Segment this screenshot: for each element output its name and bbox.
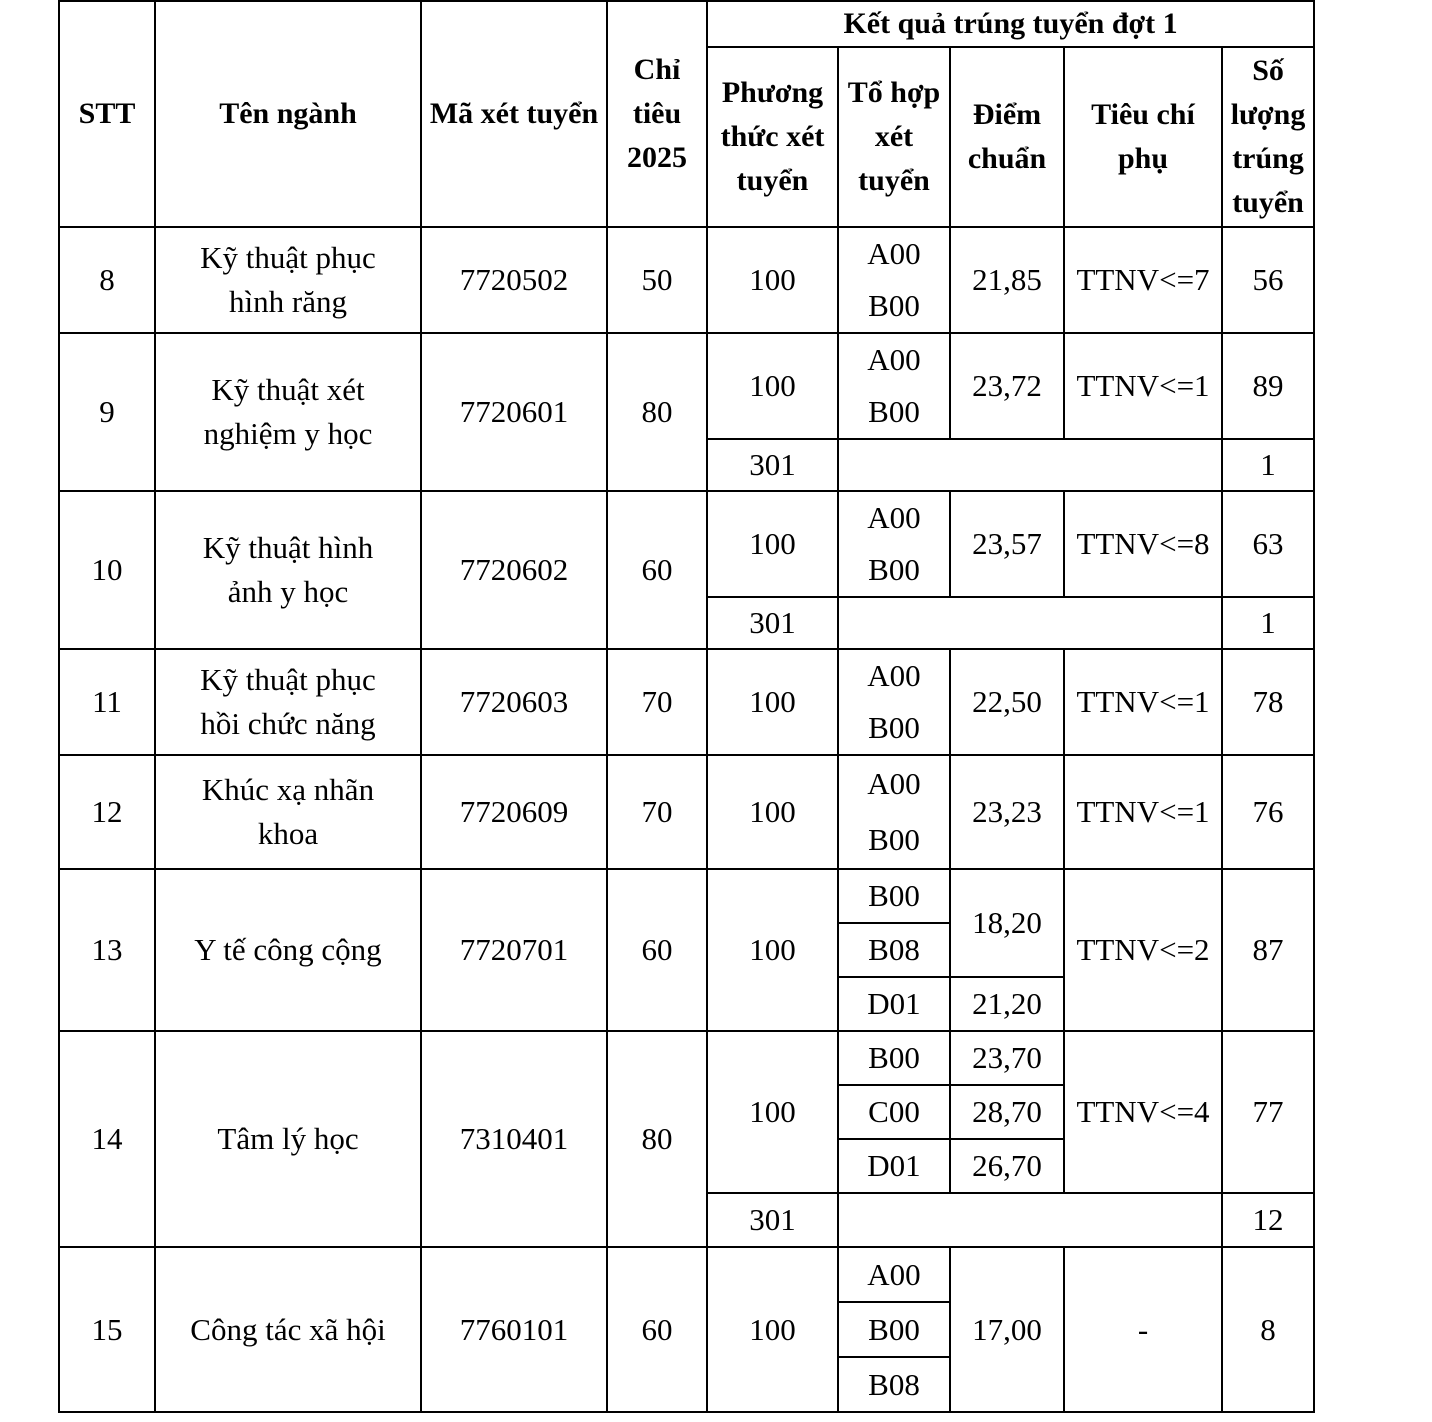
cell-to-hop: B00 (838, 544, 950, 597)
cell-ten-nganh: Kỹ thuật hình ảnh y học (155, 491, 421, 649)
cell-ten-nganh: Y tế công cộng (155, 869, 421, 1031)
cell-to-hop: A00 (838, 333, 950, 386)
cell-to-hop: B00 (838, 386, 950, 439)
cell-diem-chuan: 23,23 (950, 755, 1064, 869)
cell-diem-chuan: 21,20 (950, 977, 1064, 1031)
cell-tieu-chi: TTNV<=1 (1064, 333, 1222, 439)
cell-ma-xet-tuyen: 7720603 (421, 649, 607, 755)
cell-empty (838, 597, 1222, 649)
cell-diem-chuan: 26,70 (950, 1139, 1064, 1193)
cell-phuong-thuc: 301 (707, 1193, 838, 1247)
cell-phuong-thuc: 301 (707, 597, 838, 649)
cell-chi-tieu: 70 (607, 649, 707, 755)
header-group-ket-qua: Kết quả trúng tuyển đợt 1 (707, 1, 1314, 47)
cell-stt: 9 (59, 333, 155, 491)
cell-so-luong: 89 (1222, 333, 1314, 439)
cell-chi-tieu: 80 (607, 333, 707, 491)
cell-diem-chuan: 18,20 (950, 869, 1064, 977)
cell-to-hop: B00 (838, 812, 950, 869)
cell-chi-tieu: 70 (607, 755, 707, 869)
table-row (59, 491, 1314, 544)
cell-stt: 11 (59, 649, 155, 755)
cell-phuong-thuc: 100 (707, 333, 838, 439)
header-ten-nganh: Tên ngành (155, 1, 421, 227)
cell-phuong-thuc: 100 (707, 1247, 838, 1412)
cell-ten-nganh: Kỹ thuật phục hình răng (155, 227, 421, 333)
cell-to-hop: A00 (838, 649, 950, 702)
cell-to-hop: A00 (838, 491, 950, 544)
table-row (59, 1031, 1314, 1085)
cell-ma-xet-tuyen: 7720601 (421, 333, 607, 491)
cell-so-luong: 1 (1222, 439, 1314, 491)
header-diem-chuan: Điểm chuẩn (950, 47, 1064, 227)
cell-stt: 12 (59, 755, 155, 869)
cell-phuong-thuc: 100 (707, 755, 838, 869)
header-so-luong: Số lượng trúng tuyển (1222, 47, 1314, 227)
cell-so-luong: 87 (1222, 869, 1314, 1031)
cell-diem-chuan: 23,72 (950, 333, 1064, 439)
cell-chi-tieu: 60 (607, 869, 707, 1031)
cell-ten-nganh: Tâm lý học (155, 1031, 421, 1247)
cell-diem-chuan: 28,70 (950, 1085, 1064, 1139)
table-row (59, 227, 1314, 280)
cell-empty (838, 439, 1222, 491)
cell-phuong-thuc: 301 (707, 439, 838, 491)
cell-to-hop: D01 (838, 1139, 950, 1193)
cell-tieu-chi: - (1064, 1247, 1222, 1412)
cell-so-luong: 8 (1222, 1247, 1314, 1412)
cell-tieu-chi: TTNV<=4 (1064, 1031, 1222, 1193)
cell-so-luong: 12 (1222, 1193, 1314, 1247)
cell-so-luong: 1 (1222, 597, 1314, 649)
cell-ma-xet-tuyen: 7760101 (421, 1247, 607, 1412)
cell-phuong-thuc: 100 (707, 1031, 838, 1193)
header-chi-tieu: Chỉ tiêu 2025 (607, 1, 707, 227)
admission-results-table (58, 0, 1315, 1413)
cell-tieu-chi: TTNV<=2 (1064, 869, 1222, 1031)
cell-phuong-thuc: 100 (707, 491, 838, 597)
cell-to-hop: A00 (838, 1247, 950, 1302)
table-row (59, 1247, 1314, 1302)
cell-diem-chuan: 23,70 (950, 1031, 1064, 1085)
cell-stt: 15 (59, 1247, 155, 1412)
table-row (59, 869, 1314, 923)
cell-to-hop: B00 (838, 1302, 950, 1357)
cell-ten-nganh: Công tác xã hội (155, 1247, 421, 1412)
cell-so-luong: 56 (1222, 227, 1314, 333)
cell-tieu-chi: TTNV<=1 (1064, 649, 1222, 755)
cell-to-hop: D01 (838, 977, 950, 1031)
cell-to-hop: B00 (838, 869, 950, 923)
cell-ma-xet-tuyen: 7720502 (421, 227, 607, 333)
table-row (59, 333, 1314, 386)
header-ma-xet-tuyen: Mã xét tuyển (421, 1, 607, 227)
cell-to-hop: B08 (838, 1357, 950, 1412)
cell-stt: 10 (59, 491, 155, 649)
cell-empty (838, 1193, 1222, 1247)
cell-diem-chuan: 21,85 (950, 227, 1064, 333)
table-row (59, 755, 1314, 812)
cell-ma-xet-tuyen: 7720602 (421, 491, 607, 649)
header-stt: STT (59, 1, 155, 227)
cell-so-luong: 63 (1222, 491, 1314, 597)
cell-diem-chuan: 17,00 (950, 1247, 1064, 1412)
cell-to-hop: A00 (838, 755, 950, 812)
header-row-1 (59, 1, 1314, 47)
cell-to-hop: B00 (838, 1031, 950, 1085)
cell-diem-chuan: 23,57 (950, 491, 1064, 597)
cell-so-luong: 77 (1222, 1031, 1314, 1193)
cell-chi-tieu: 50 (607, 227, 707, 333)
cell-to-hop: C00 (838, 1085, 950, 1139)
cell-so-luong: 76 (1222, 755, 1314, 869)
cell-to-hop: B00 (838, 280, 950, 333)
cell-ma-xet-tuyen: 7720609 (421, 755, 607, 869)
cell-stt: 14 (59, 1031, 155, 1247)
cell-phuong-thuc: 100 (707, 227, 838, 333)
cell-ten-nganh: Khúc xạ nhãn khoa (155, 755, 421, 869)
cell-tieu-chi: TTNV<=1 (1064, 755, 1222, 869)
cell-tieu-chi: TTNV<=7 (1064, 227, 1222, 333)
cell-phuong-thuc: 100 (707, 649, 838, 755)
cell-phuong-thuc: 100 (707, 869, 838, 1031)
cell-ten-nganh: Kỹ thuật phục hồi chức năng (155, 649, 421, 755)
header-to-hop: Tổ hợp xét tuyển (838, 47, 950, 227)
cell-chi-tieu: 80 (607, 1031, 707, 1247)
table-row (59, 649, 1314, 702)
header-tieu-chi-phu: Tiêu chí phụ (1064, 47, 1222, 227)
cell-ma-xet-tuyen: 7720701 (421, 869, 607, 1031)
header-phuong-thuc: Phương thức xét tuyển (707, 47, 838, 227)
cell-stt: 8 (59, 227, 155, 333)
cell-chi-tieu: 60 (607, 1247, 707, 1412)
cell-to-hop: B08 (838, 923, 950, 977)
cell-to-hop: A00 (838, 227, 950, 280)
cell-ma-xet-tuyen: 7310401 (421, 1031, 607, 1247)
cell-diem-chuan: 22,50 (950, 649, 1064, 755)
cell-stt: 13 (59, 869, 155, 1031)
cell-ten-nganh: Kỹ thuật xét nghiệm y học (155, 333, 421, 491)
cell-so-luong: 78 (1222, 649, 1314, 755)
cell-tieu-chi: TTNV<=8 (1064, 491, 1222, 597)
cell-chi-tieu: 60 (607, 491, 707, 649)
cell-to-hop: B00 (838, 702, 950, 755)
